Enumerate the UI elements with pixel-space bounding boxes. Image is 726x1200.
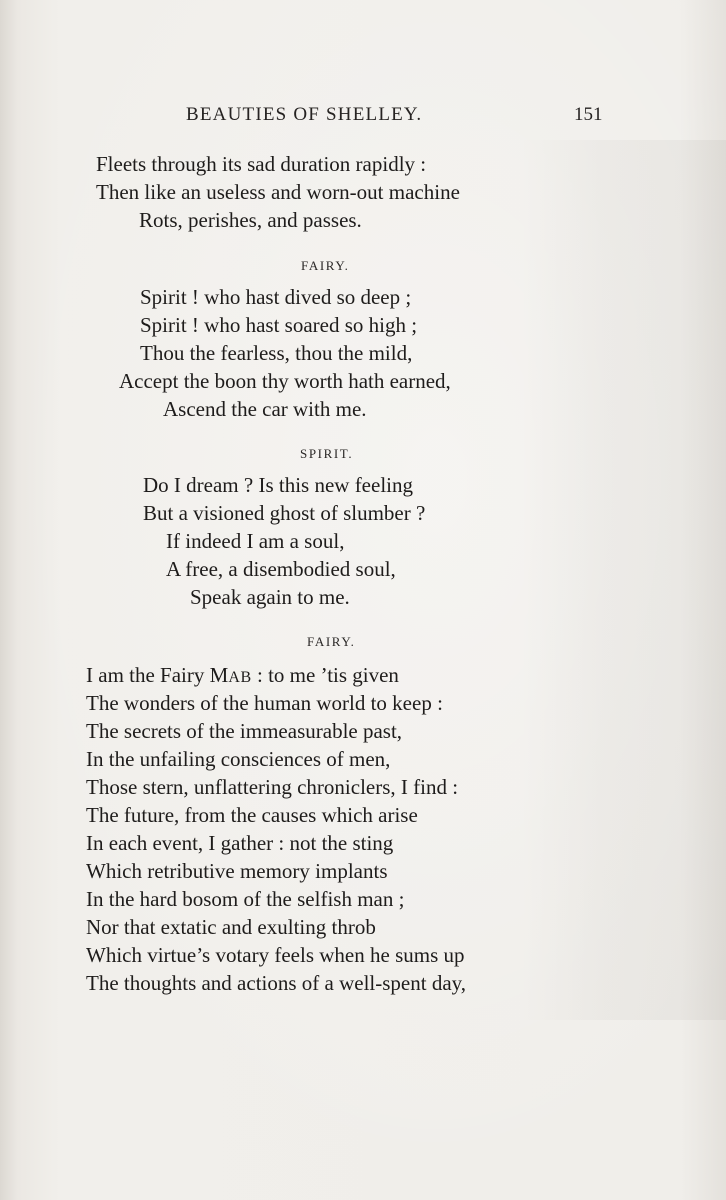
verse-line: Spirit ! who hast soared so high ; <box>140 313 418 337</box>
running-head: BEAUTIES OF SHELLEY. <box>186 104 423 125</box>
verse-line: Those stern, unflattering chroniclers, I find : <box>86 775 459 799</box>
verse-line: Speak again to me. <box>190 585 350 609</box>
verse-line: Thou the fearless, thou the mild, <box>140 341 413 365</box>
verse-line: Then like an useless and worn-out machine <box>96 180 460 204</box>
verse-line: Rots, perishes, and passes. <box>139 208 362 232</box>
verse-line: Ascend the car with me. <box>163 397 367 421</box>
verse-line: Accept the boon thy worth hath earned, <box>119 369 451 393</box>
verse-line: The future, from the causes which arise <box>86 803 418 827</box>
verse-line: In each event, I gather : not the sting <box>86 831 394 855</box>
verse-line: In the hard bosom of the selfish man ; <box>86 887 405 911</box>
verse-line: Do I dream ? Is this new feeling <box>143 473 413 497</box>
speaker-label: FAIRY. <box>301 258 350 273</box>
verse-line: If indeed I am a soul, <box>166 529 345 553</box>
verse-line: Which retributive memory implants <box>86 859 388 883</box>
speaker-label: FAIRY. <box>307 634 356 649</box>
verse-text: : to me ’tis given <box>251 663 399 687</box>
verse-line: The wonders of the human world to keep : <box>86 691 443 715</box>
verse-line: Which virtue’s votary feels when he sums up <box>86 943 465 967</box>
small-caps-name: AB <box>228 669 252 686</box>
verse-line: The secrets of the immeasurable past, <box>86 719 403 743</box>
verse-line: In the unfailing consciences of men, <box>86 747 391 771</box>
verse-line: Spirit ! who hast dived so deep ; <box>140 285 412 309</box>
show-through-shadow <box>520 140 726 1020</box>
verse-text: I am the Fairy M <box>86 663 229 687</box>
verse-line: Fleets through its sad duration rapidly : <box>96 152 427 176</box>
verse-line: Nor that extatic and exulting throb <box>86 915 376 939</box>
verse-line: A free, a disembodied soul, <box>166 557 396 581</box>
verse-line: The thoughts and actions of a well-spent day, <box>86 971 467 995</box>
page-number: 151 <box>574 104 603 125</box>
verse-line-first <box>86 662 399 691</box>
verse-line: But a visioned ghost of slumber ? <box>143 501 426 525</box>
speaker-label: SPIRIT. <box>300 446 354 461</box>
